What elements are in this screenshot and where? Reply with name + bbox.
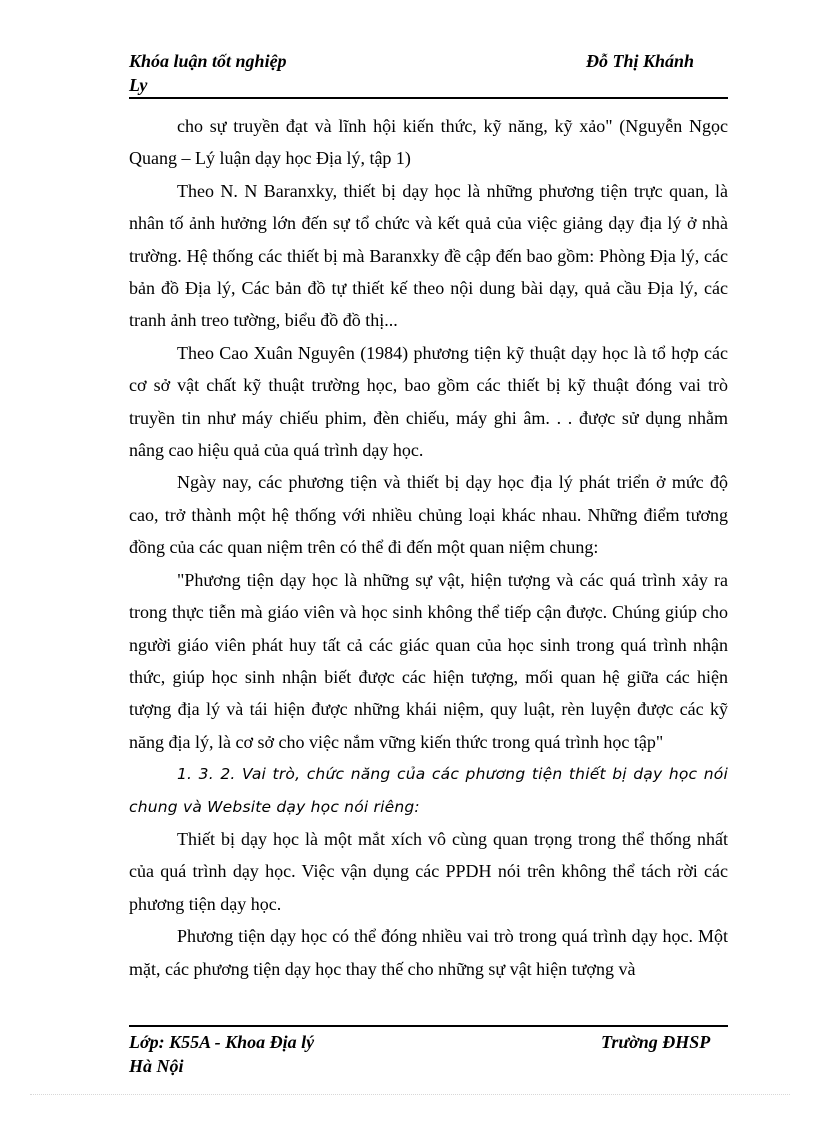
header-title: Khóa luận tốt nghiệp bbox=[129, 51, 287, 71]
paragraph-2: Theo N. N Baranxky, thiết bị dạy học là những phương tiện trực quan, là nhân tố ảnh hưởng lớn đến sự tổ chức và kết quả của việc giảng dạy địa lý ở nhà trường. Hệ thống các thiết bị mà Baranxky đề cập đến bao gồm: Phòng Địa lý, các bản đồ Địa lý, Các bản đồ tự thiết kế theo nội dung bài dạy, quả cầu Địa lý, các tranh ảnh treo tường, biểu đồ đồ thị... bbox=[129, 180, 728, 331]
page-footer bbox=[129, 1030, 728, 1076]
paragraph-1: cho sự truyền đạt và lĩnh hội kiến thức, kỹ năng, kỹ xảo" (Nguyễn Ngọc Quang – Lý luận dạy học Địa lý, tập 1) bbox=[129, 116, 728, 169]
paragraph-3: Theo Cao Xuân Nguyên (1984) phương tiện kỹ thuật dạy học là tổ hợp các cơ sở vật chất kỹ thuật trường học, bao gồm các thiết bị kỹ thuật đóng vai trò truyền tin như máy chiếu phim, đèn chiếu, máy ghi âm. . . được sử dụng nhằm nâng cao hiệu quả của quá trình dạy học. bbox=[129, 342, 728, 461]
paragraph-7: Phương tiện dạy học có thể đóng nhiều vai trò trong quá trình dạy học. Một mặt, các phương tiện dạy học thay thế cho những sự vật hiện tượng và bbox=[129, 926, 728, 979]
header-author-continued: Ly bbox=[129, 75, 148, 95]
paragraph-4: Ngày nay, các phương tiện và thiết bị dạy học địa lý phát triển ở mức độ cao, trở thành một hệ thống với nhiều chủng loại khác nhau. Những điểm tương đồng của các quan niệm trên có thể đi đến một quan niệm chung: bbox=[129, 472, 728, 558]
footer-rule bbox=[129, 1025, 728, 1027]
footer-city: Hà Nội bbox=[129, 1056, 184, 1076]
footer-school: Trường ĐHSP bbox=[601, 1032, 711, 1052]
header-author: Đỗ Thị Khánh bbox=[586, 51, 695, 71]
paragraph-6: Thiết bị dạy học là một mắt xích vô cùng quan trọng trong thể thống nhất của quá trình dạy học. Việc vận dụng các PPDH nói trên không thể tách rời các phương tiện dạy học. bbox=[129, 828, 728, 914]
quote-paragraph: "Phương tiện dạy học là những sự vật, hiện tượng và các quá trình xảy ra trong thực tiễn mà giáo viên và học sinh không thể tiếp cận được. Chúng giúp cho người giáo viên phát huy tất cả các giác quan của học sinh trong quá trình nhận thức, giúp học sinh nhận biết được các hiện tượng, mối quan hệ giữa các hiện tượng địa lý và tái hiện được những khái niệm, quy luật, rèn luyện được các kỹ năng địa lý, là cơ sở cho việc nắm vững kiến thức trong quá trình học tập" bbox=[129, 569, 728, 752]
page-header bbox=[129, 49, 728, 95]
header-rule bbox=[129, 97, 728, 99]
page-body bbox=[129, 110, 728, 985]
page-bottom-divider bbox=[30, 1094, 790, 1095]
footer-class: Lớp: K55A - Khoa Địa lý bbox=[129, 1032, 315, 1052]
section-heading: 1. 3. 2. Vai trò, chức năng của các phương tiện thiết bị dạy học nói chung và Website dạy học nói riêng: bbox=[129, 765, 728, 816]
